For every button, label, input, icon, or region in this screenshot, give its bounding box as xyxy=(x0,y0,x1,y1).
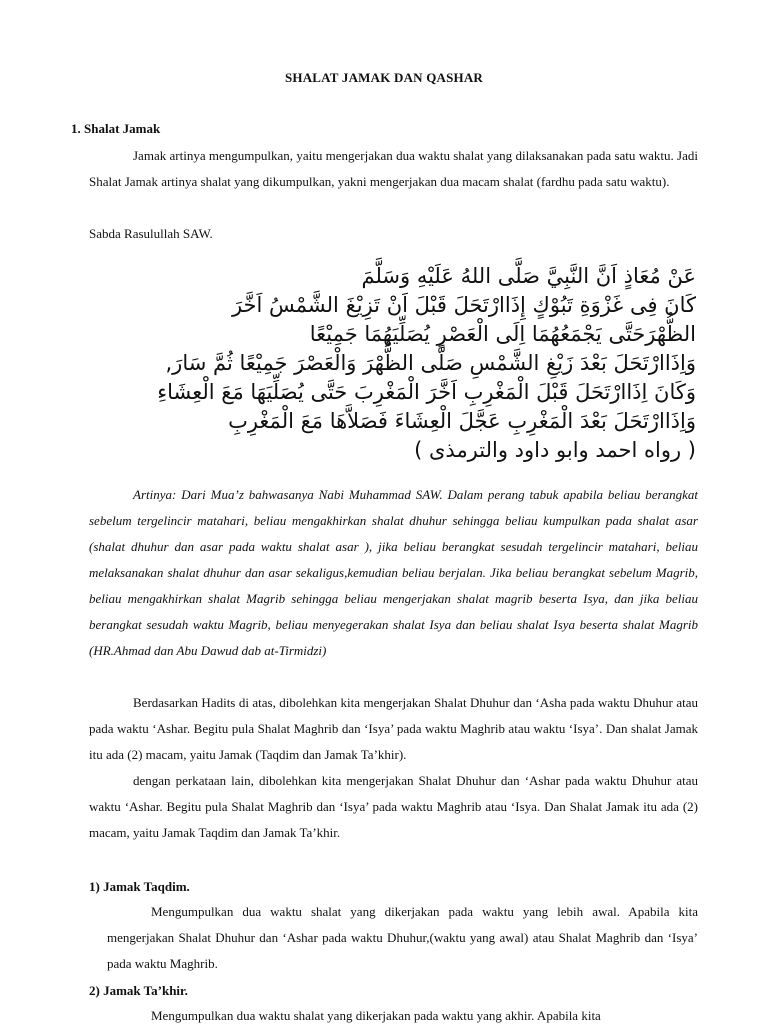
arabic-line: الظُّهْرَحَتَّى يَجْمَعُهُمَا اِلَى الْعَصْرِ يُصَلِّيَهُمَا جَمِيْعًا xyxy=(309,322,696,346)
jamak-taqdim-paragraph: Mengumpulkan dua waktu shalat yang dikerjakan pada waktu yang lebih awal. Apabila kita mengerjakan Shalat Dhuhur dan ‘Ashar pada waktu Dhuhur,(waktu yang awal) atau Shalat Maghrib dan ‘Isya’ pada waktu Maghrib. xyxy=(107,904,698,971)
arabic-hadith xyxy=(90,262,696,465)
restatement-paragraph: dengan perkataan lain, dibolehkan kita mengerjakan Shalat Dhuhur dan ‘Ashar pada waktu Dhuhur atau waktu ‘Ashar. Begitu pula Shalat Maghrib dan ‘Isya’ pada waktu Maghrib atau ‘Isya. Dan Shalat Jamak itu ada (2) macam, yaitu Jamak Taqdim dan Jamak Ta’khir. xyxy=(89,773,698,840)
arabic-line: عَنْ مُعَاذٍ اَنَّ النَّبِيَّ صَلَّى اللهُ عَلَيْهِ وَسَلَّمَ xyxy=(361,264,696,288)
jamak-takhir-paragraph: Mengumpulkan dua waktu shalat yang dikerjakan pada waktu yang akhir. Apabila kita xyxy=(151,1008,601,1023)
translation-paragraph: Artinya: Dari Mua’z bahwasanya Nabi Muhammad SAW. Dalam perang tabuk apabila beliau berangkat sebelum tergelincir matahari, beliau mengakhirkan shalat dhuhur sehingga beliau kumpulkan pada shalat asar (shalat dhuhur dan asar pada waktu shalat asar ), jika beliau berangkat sesudah tergelincir matahari, beliau melaksanakan shalat dhuhur dan asar sekaligus,kemudian beliau berjalan. Jika beliau berangkat sebelum Magrib, beliau mengakhirkan shalat Magrib sehingga beliau mengerjakan shalat magrib beserta Isya, dan jika beliau berangkat sesudah waktu Magrib, beliau menyegerakan shalat Isya dan beliau shalat Isya beserta shalat Magrib (HR.Ahmad dan Abu Dawud dab at-Tirmidzi) xyxy=(89,487,698,658)
section-heading-shalat-jamak: 1. Shalat Jamak xyxy=(71,121,161,136)
page-title: SHALAT JAMAK DAN QASHAR xyxy=(284,70,484,85)
arabic-line: وَاِذَاارْتَحَلَ بَعْدَ زَيْغِ الشَّمْسِ صَلَّى الظُّهْرَ وَالْعَصْرَ جَمِيْعًا ثُمَّ سَارَ, xyxy=(165,351,696,375)
explanation-paragraph: Berdasarkan Hadits di atas, dibolehkan kita mengerjakan Shalat Dhuhur dan ‘Asha pada waktu Dhuhur atau pada waktu ‘Ashar. Begitu pula Shalat Maghrib dan ‘Isya’ pada waktu Maghrib atau waktu ‘Isya’. Dan shalat Jamak itu ada (2) macam, yaitu Jamak (Taqdim dan Jamak Ta’khir). xyxy=(89,695,698,762)
arabic-line: كَانَ فِى غَزْوَةِ تَبُوْكٍ إِذَاارْتَحَلَ قَبْلَ اَنْ تَزِيْغَ الشَّمْسُ اَخَّرَ xyxy=(231,293,696,317)
arabic-line: وَاِذَاارْتَحَلَ بَعْدَ الْمَغْرِبِ عَجَّلَ الْعِشَاءَ فَصَلاَّهَا مَعَ الْمَغْرِبِ xyxy=(228,409,696,433)
intro-paragraph: Jamak artinya mengumpulkan, yaitu mengerjakan dua waktu shalat yang dilaksanakan pada satu waktu. Jadi Shalat Jamak artinya shalat yang dikumpulkan, yakni mengerjakan dua macam shalat (fardhu pada satu waktu). xyxy=(89,148,698,189)
arabic-line: وَكَانَ اِذَاارْتَحَلَ قَبْلَ الْمَغْرِبِ اَخَّرَ الْمَغْرِبَ حَتَّى يُصَلِّيَهَا مَعَ الْعِشَاءِ xyxy=(157,380,696,404)
subheading-jamak-takhir: 2) Jamak Ta’khir. xyxy=(89,983,188,998)
arabic-line: ( رواه احمد وابو داود والترمذى ) xyxy=(414,438,696,462)
sabda-line: Sabda Rasulullah SAW. xyxy=(89,226,213,241)
subheading-jamak-taqdim: 1) Jamak Taqdim. xyxy=(89,879,190,894)
